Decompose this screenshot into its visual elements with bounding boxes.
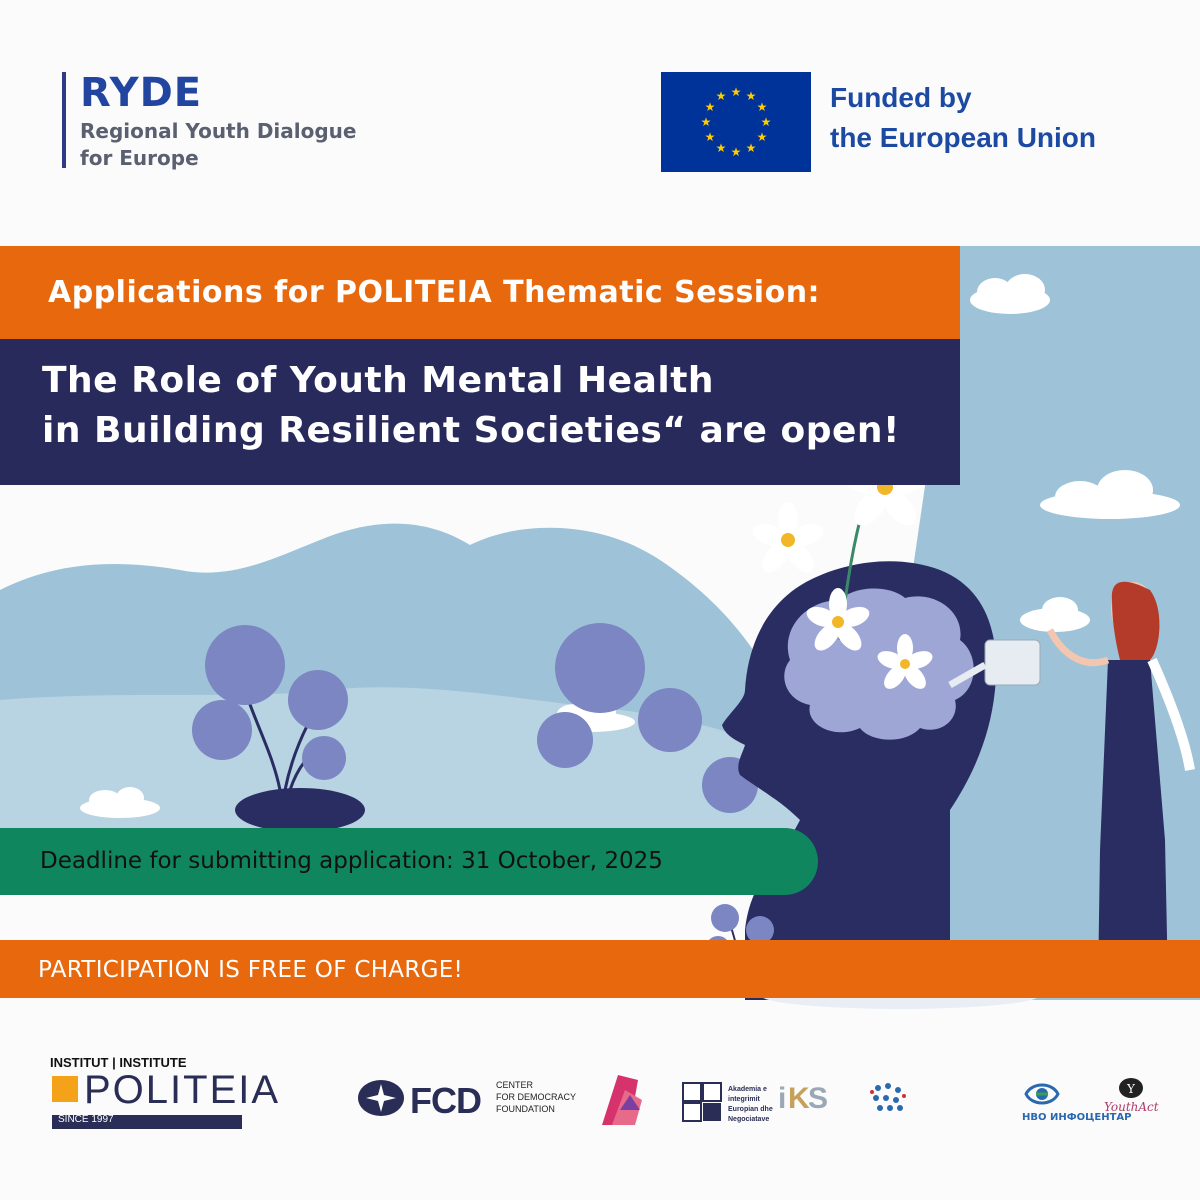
svg-text:★: ★	[745, 141, 757, 155]
eu-flag-icon	[661, 72, 811, 172]
svg-text:★: ★	[756, 130, 768, 144]
fcd-line2: FOR DEMOCRACY	[496, 1092, 577, 1102]
politeia-since: SINCE 1997	[58, 1114, 114, 1125]
iks-logo-icon	[778, 1078, 858, 1114]
fcd-line1: CENTER	[496, 1080, 534, 1090]
svg-text:S: S	[808, 1082, 829, 1114]
ngo-infocenter-label: НВО ИНФОЦЕНТАР	[1022, 1112, 1132, 1123]
session-title-line1: The Role of Youth Mental Health	[42, 360, 715, 401]
aien-line1: Akademia e	[728, 1086, 767, 1093]
ryde-divider	[62, 72, 66, 168]
ryde-subtitle-line2: for Europe	[80, 146, 199, 170]
eu-funded-line2: the European Union	[830, 122, 1096, 153]
politeia-square-icon	[52, 1076, 78, 1102]
ngo-infocenter-icon	[1022, 1078, 1062, 1110]
svg-text:★: ★	[730, 145, 742, 159]
academy-logo-icon	[590, 1070, 660, 1132]
svg-text:★: ★	[715, 89, 727, 103]
svg-text:★: ★	[704, 130, 716, 144]
fcd-logo: FCD	[410, 1080, 481, 1121]
svg-text:★: ★	[700, 115, 712, 129]
svg-text:i: i	[778, 1082, 787, 1114]
svg-text:Y: Y	[1127, 1082, 1135, 1096]
applications-heading: Applications for POLITEIA Thematic Session:	[48, 275, 821, 310]
svg-text:★: ★	[760, 115, 772, 129]
svg-text:★: ★	[745, 89, 757, 103]
svg-text:★: ★	[730, 85, 742, 99]
fcd-line3: FOUNDATION	[496, 1104, 555, 1114]
deadline-text: Deadline for submitting application: 31 October, 2025	[40, 848, 663, 874]
youthact-emblem-icon	[1116, 1076, 1146, 1100]
aien-line2: integrimit	[728, 1096, 760, 1103]
session-title-line2: in Building Resilient Societies“ are open!	[42, 410, 900, 451]
network-progressive-icon	[868, 1078, 908, 1118]
eu-stars	[661, 72, 811, 172]
svg-text:★: ★	[756, 100, 768, 114]
svg-text:★: ★	[715, 141, 727, 155]
youthact-label: YouthAct	[1104, 1100, 1159, 1114]
aien-logo-icon	[682, 1082, 722, 1122]
fcd-emblem-icon	[356, 1076, 406, 1120]
politeia-logo-name: POLITEIA	[84, 1068, 281, 1112]
eu-funded-line1: Funded by	[830, 82, 972, 113]
ryde-subtitle-line1: Regional Youth Dialogue	[80, 119, 357, 143]
ryde-title: RYDE	[80, 70, 203, 116]
svg-text:K: K	[788, 1082, 810, 1114]
svg-text:★: ★	[704, 100, 716, 114]
aien-line3: Europian dhe	[728, 1106, 773, 1113]
politeia-top-label: INSTITUT | INSTITUTE	[50, 1055, 187, 1070]
flower-icon	[750, 502, 827, 577]
aien-line4: Negociatave	[728, 1116, 770, 1123]
free-text: PARTICIPATION IS FREE OF CHARGE!	[38, 957, 464, 983]
